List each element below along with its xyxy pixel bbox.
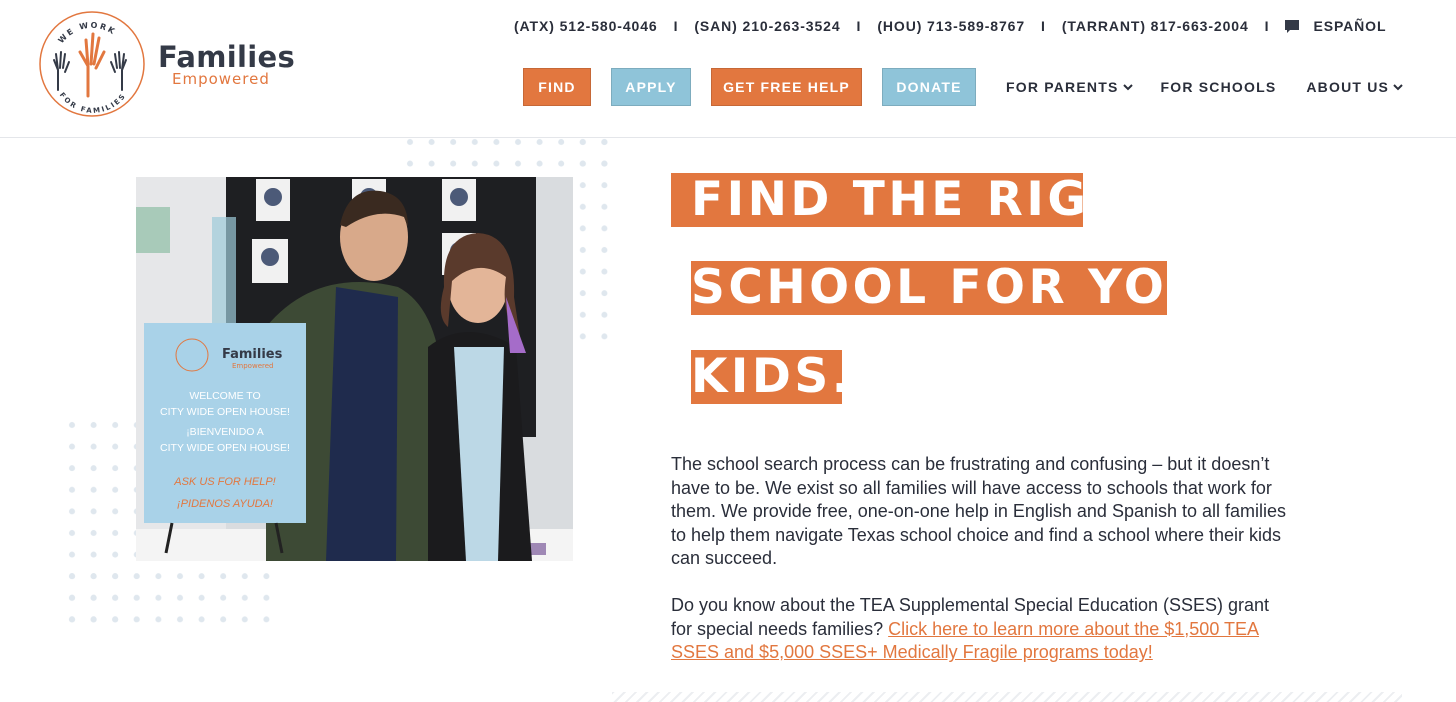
language-label: ESPAÑOL	[1313, 18, 1387, 34]
donate-button[interactable]: DONATE	[882, 68, 976, 106]
father-daughter-photo	[136, 177, 573, 561]
find-button[interactable]: FIND	[523, 68, 591, 106]
seal-text-top: WE WORK	[56, 20, 118, 46]
sign-brand: Families	[222, 347, 283, 362]
hero-intro-text: The school search process can be frustrating and confusing – but it doesn’t have to be. We exist so all families will have access to schools that work for them. We provide free, one-on-one help in English and Spanish to all families to help them navigate Texas school choice and find a school where their kids can succeed.	[671, 454, 1287, 569]
nav-about-us-label: ABOUT US	[1306, 79, 1390, 95]
phone-separator: I	[673, 18, 679, 34]
apply-button[interactable]: APPLY	[611, 68, 691, 106]
hero-photo	[136, 177, 573, 561]
brand-name: Families	[158, 40, 296, 74]
chat-icon	[1285, 20, 1299, 33]
site-header	[0, 0, 1456, 138]
headline-line-2: SCHOOL FOR YOUR	[691, 260, 1249, 315]
svg-text:FOR FAMILIES	[58, 91, 128, 115]
phone-san[interactable]: (SAN) 210-263-3524	[694, 18, 841, 34]
main-nav	[523, 68, 1403, 106]
headline-line-3: KIDS.	[691, 349, 854, 404]
site-logo[interactable]	[36, 8, 296, 124]
sses-question: Do you know about the TEA Supplemental Special Education (SSES) grant for special needs families?	[671, 595, 1270, 639]
phone-hou[interactable]: (HOU) 713-589-8767	[877, 18, 1026, 34]
brand-subtitle: Empowered	[172, 70, 270, 88]
sign-line: ¡BIENVENIDO A	[186, 426, 264, 438]
phone-atx[interactable]: (ATX) 512-580-4046	[514, 18, 658, 34]
phone-separator: I	[856, 18, 862, 34]
get-free-help-button[interactable]: GET FREE HELP	[711, 68, 862, 106]
hands-logo-icon	[36, 8, 148, 120]
nav-for-parents[interactable]	[1006, 79, 1133, 95]
language-switch[interactable]	[1285, 18, 1386, 34]
nav-for-schools[interactable]: FOR SCHOOLS	[1160, 79, 1277, 95]
chevron-down-icon	[1123, 83, 1133, 91]
phone-bar	[514, 17, 1386, 35]
sses-learn-more-link[interactable]: Click here to learn more about the $1,500 TEA SSES and $5,000 SSES+ Medically Fragile programs today!	[671, 618, 1260, 663]
sign-cta: ASK US FOR HELP!	[174, 476, 276, 488]
seal-text-bottom: FOR FAMILIES	[57, 91, 128, 116]
sign-line: CITY WIDE OPEN HOUSE!	[160, 406, 290, 418]
decorative-divider	[612, 692, 1402, 702]
phone-separator: I	[1041, 18, 1046, 34]
sign-line: WELCOME TO	[189, 390, 261, 402]
sses-grant-text	[671, 594, 1291, 665]
phone-separator: I	[1264, 18, 1270, 34]
nav-for-parents-label: FOR PARENTS	[1006, 79, 1119, 95]
nav-about-us[interactable]	[1306, 79, 1403, 95]
sign-sub: Empowered	[232, 362, 274, 370]
chevron-down-icon	[1393, 83, 1403, 91]
sign-cta: ¡PIDENOS AYUDA!	[177, 498, 273, 510]
sign-line: CITY WIDE OPEN HOUSE!	[160, 442, 290, 454]
phone-tarrant[interactable]: (TARRANT) 817-663-2004	[1061, 18, 1249, 34]
headline-line-1: FIND THE RIGHT	[671, 173, 1083, 227]
